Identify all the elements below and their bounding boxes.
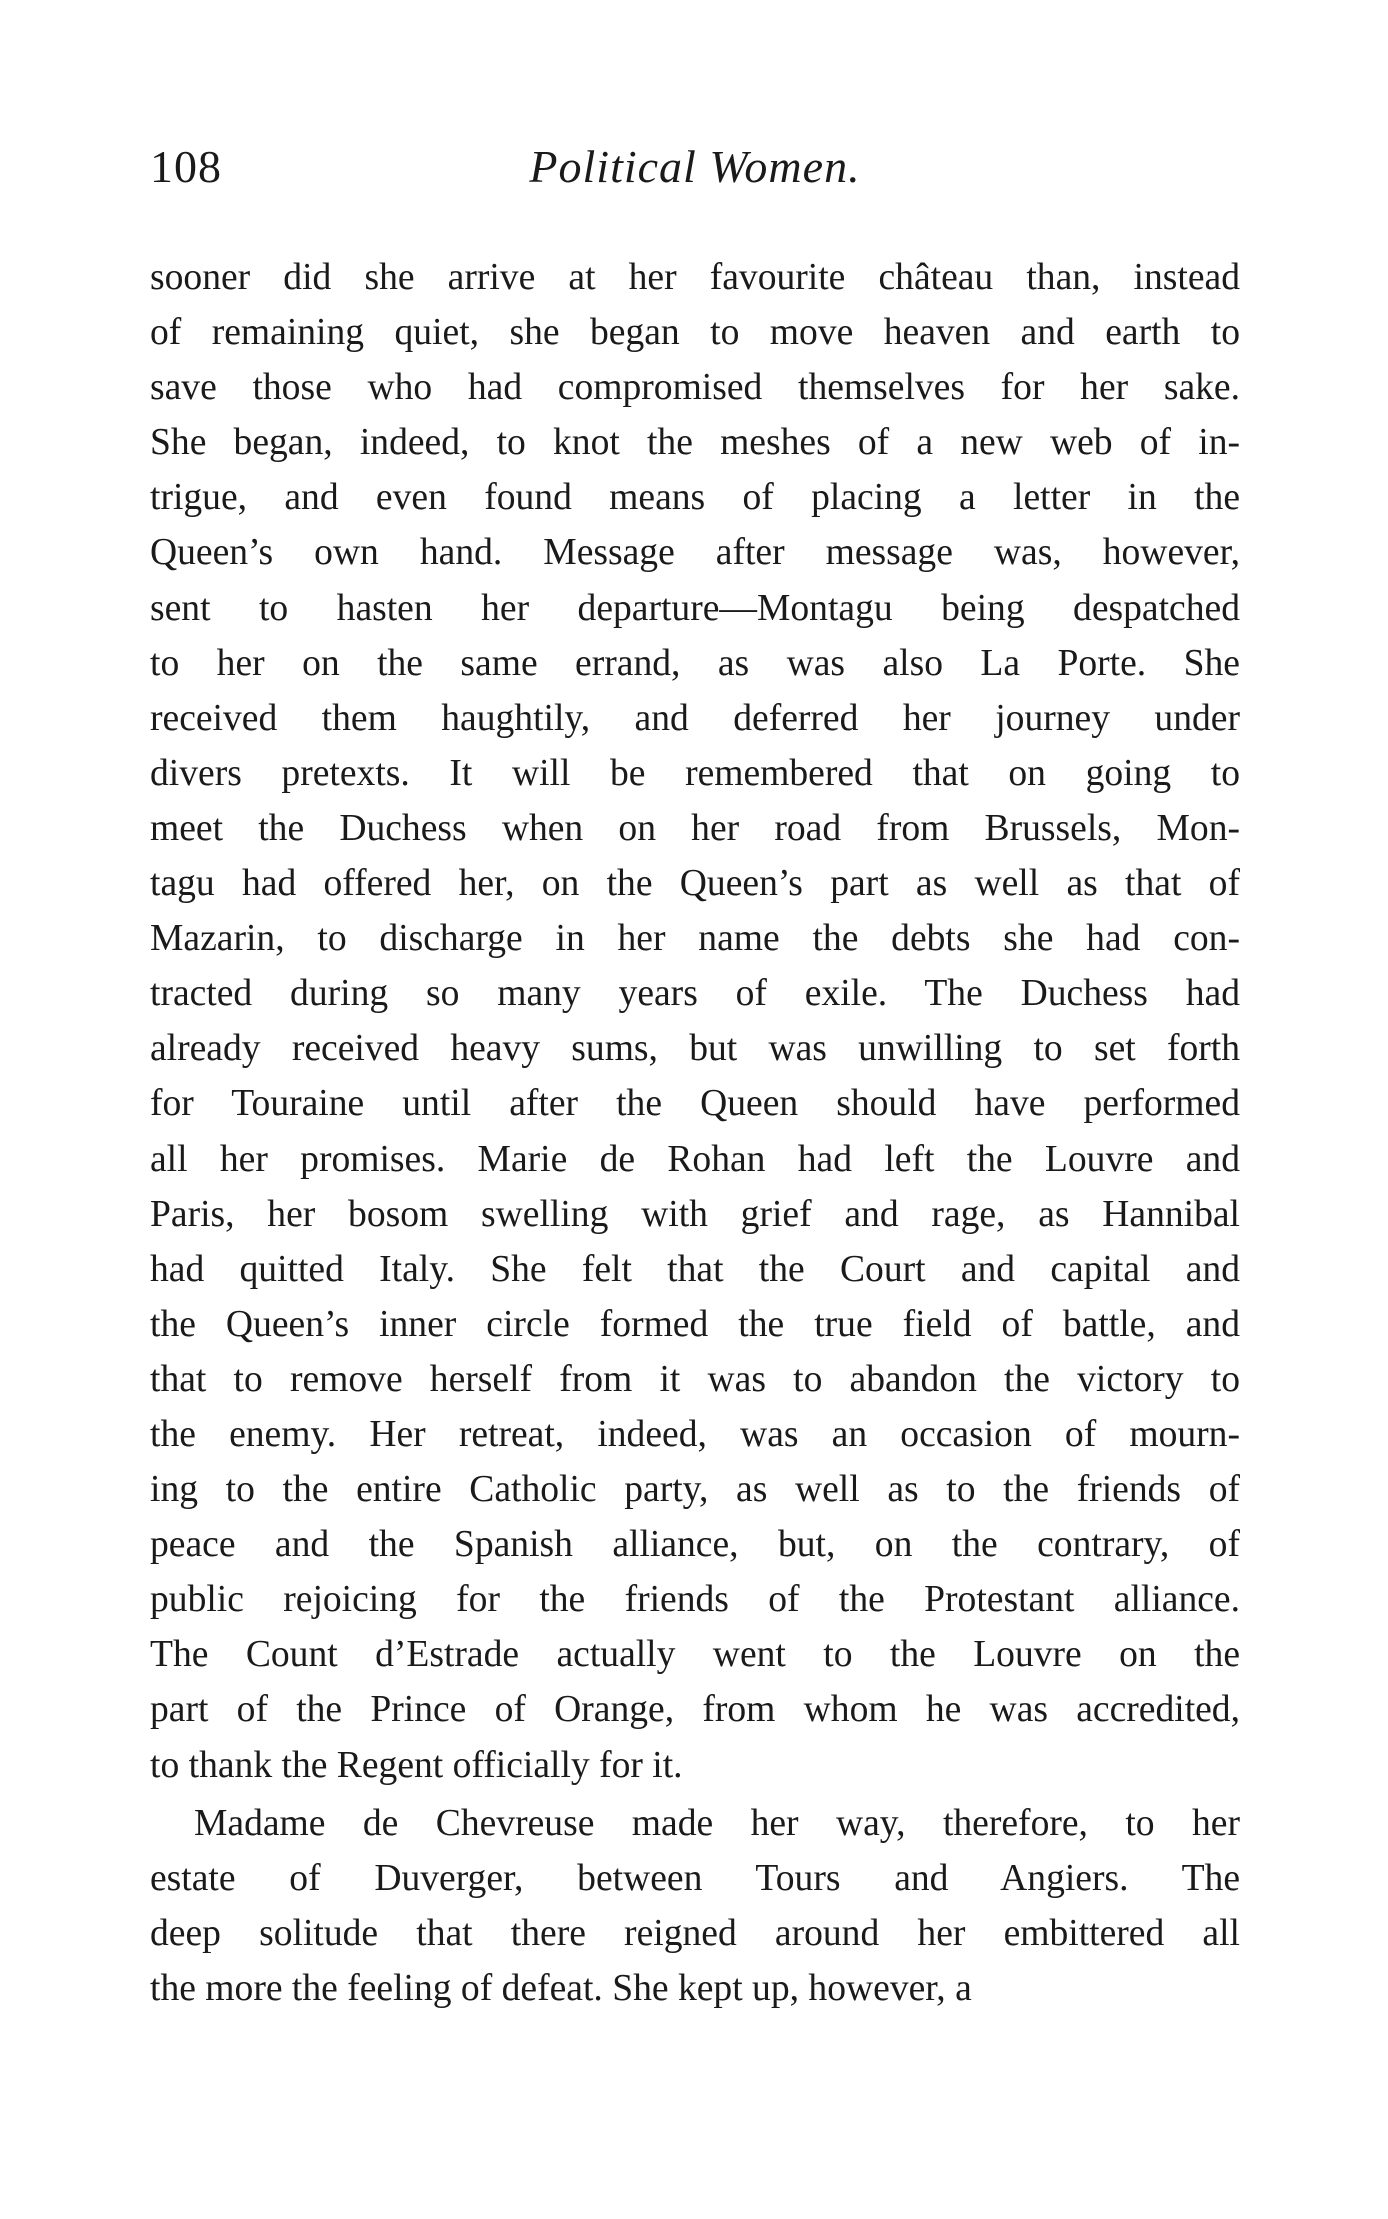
text-line: to thank the Regent officially for it. xyxy=(150,1744,683,1786)
text-line: save those who had compromised themselves for her sake. xyxy=(150,367,1240,409)
text-line: Mazarin, to discharge in her name the debts she had con- xyxy=(150,918,1240,960)
text-line: the enemy. Her retreat, indeed, was an occasion of mourn- xyxy=(150,1413,1240,1455)
text-line: the Queen’s inner circle formed the true field of battle, and xyxy=(150,1303,1240,1345)
page-number: 108 xyxy=(150,141,222,192)
text-line: part of the Prince of Orange, from whom he was accredited, xyxy=(150,1689,1240,1731)
text-line: of remaining quiet, she began to move heaven and earth to xyxy=(150,312,1240,354)
text-line: for Touraine until after the Queen should have performed xyxy=(150,1083,1240,1125)
text-line: The Count d’Estrade actually went to the Louvre on the xyxy=(150,1634,1240,1676)
paragraph xyxy=(150,250,1240,1793)
text-line: deep solitude that there reigned around her embittered all xyxy=(150,1912,1240,1954)
text-line: sent to hasten her departure—Montagu being despatched xyxy=(150,587,1240,629)
text-line: received them haughtily, and deferred her journey under xyxy=(150,697,1240,739)
body-text xyxy=(150,250,1240,2016)
book-page xyxy=(150,140,1240,2019)
text-line: ing to the entire Catholic party, as well as to the friends of xyxy=(150,1469,1240,1511)
running-head xyxy=(150,140,1240,210)
text-line: tagu had offered her, on the Queen’s part as well as that of xyxy=(150,863,1240,905)
text-line: Queen’s own hand. Message after message was, however, xyxy=(150,532,1240,574)
text-line: all her promises. Marie de Rohan had left the Louvre and xyxy=(150,1138,1240,1180)
text-line: trigue, and even found means of placing a letter in the xyxy=(150,477,1240,519)
text-line: meet the Duchess when on her road from Brussels, Mon- xyxy=(150,807,1240,849)
text-line: tracted during so many years of exile. The Duchess had xyxy=(150,973,1240,1015)
text-line: that to remove herself from it was to abandon the victory to xyxy=(150,1358,1240,1400)
text-line: to her on the same errand, as was also La Porte. She xyxy=(150,642,1240,684)
text-line: public rejoicing for the friends of the Protestant alliance. xyxy=(150,1579,1240,1621)
text-line: estate of Duverger, between Tours and Angiers. The xyxy=(150,1857,1240,1899)
text-line: sooner did she arrive at her favourite château than, instead xyxy=(150,257,1240,298)
text-line: She began, indeed, to knot the meshes of a new web of in- xyxy=(150,422,1240,464)
paragraph xyxy=(150,1796,1240,2016)
text-line: Madame de Chevreuse made her way, therefore, to her xyxy=(194,1802,1240,1844)
text-line: Paris, her bosom swelling with grief and rage, as Hannibal xyxy=(150,1193,1240,1235)
text-line: divers pretexts. It will be remembered that on going to xyxy=(150,752,1240,794)
text-line: already received heavy sums, but was unwilling to set forth xyxy=(150,1028,1240,1070)
running-title: Political Women. xyxy=(529,141,861,192)
text-line: peace and the Spanish alliance, but, on the contrary, of xyxy=(150,1524,1240,1566)
text-line: the more the feeling of defeat. She kept up, however, a xyxy=(150,1967,972,2009)
text-line: had quitted Italy. She felt that the Court and capital and xyxy=(150,1248,1240,1290)
